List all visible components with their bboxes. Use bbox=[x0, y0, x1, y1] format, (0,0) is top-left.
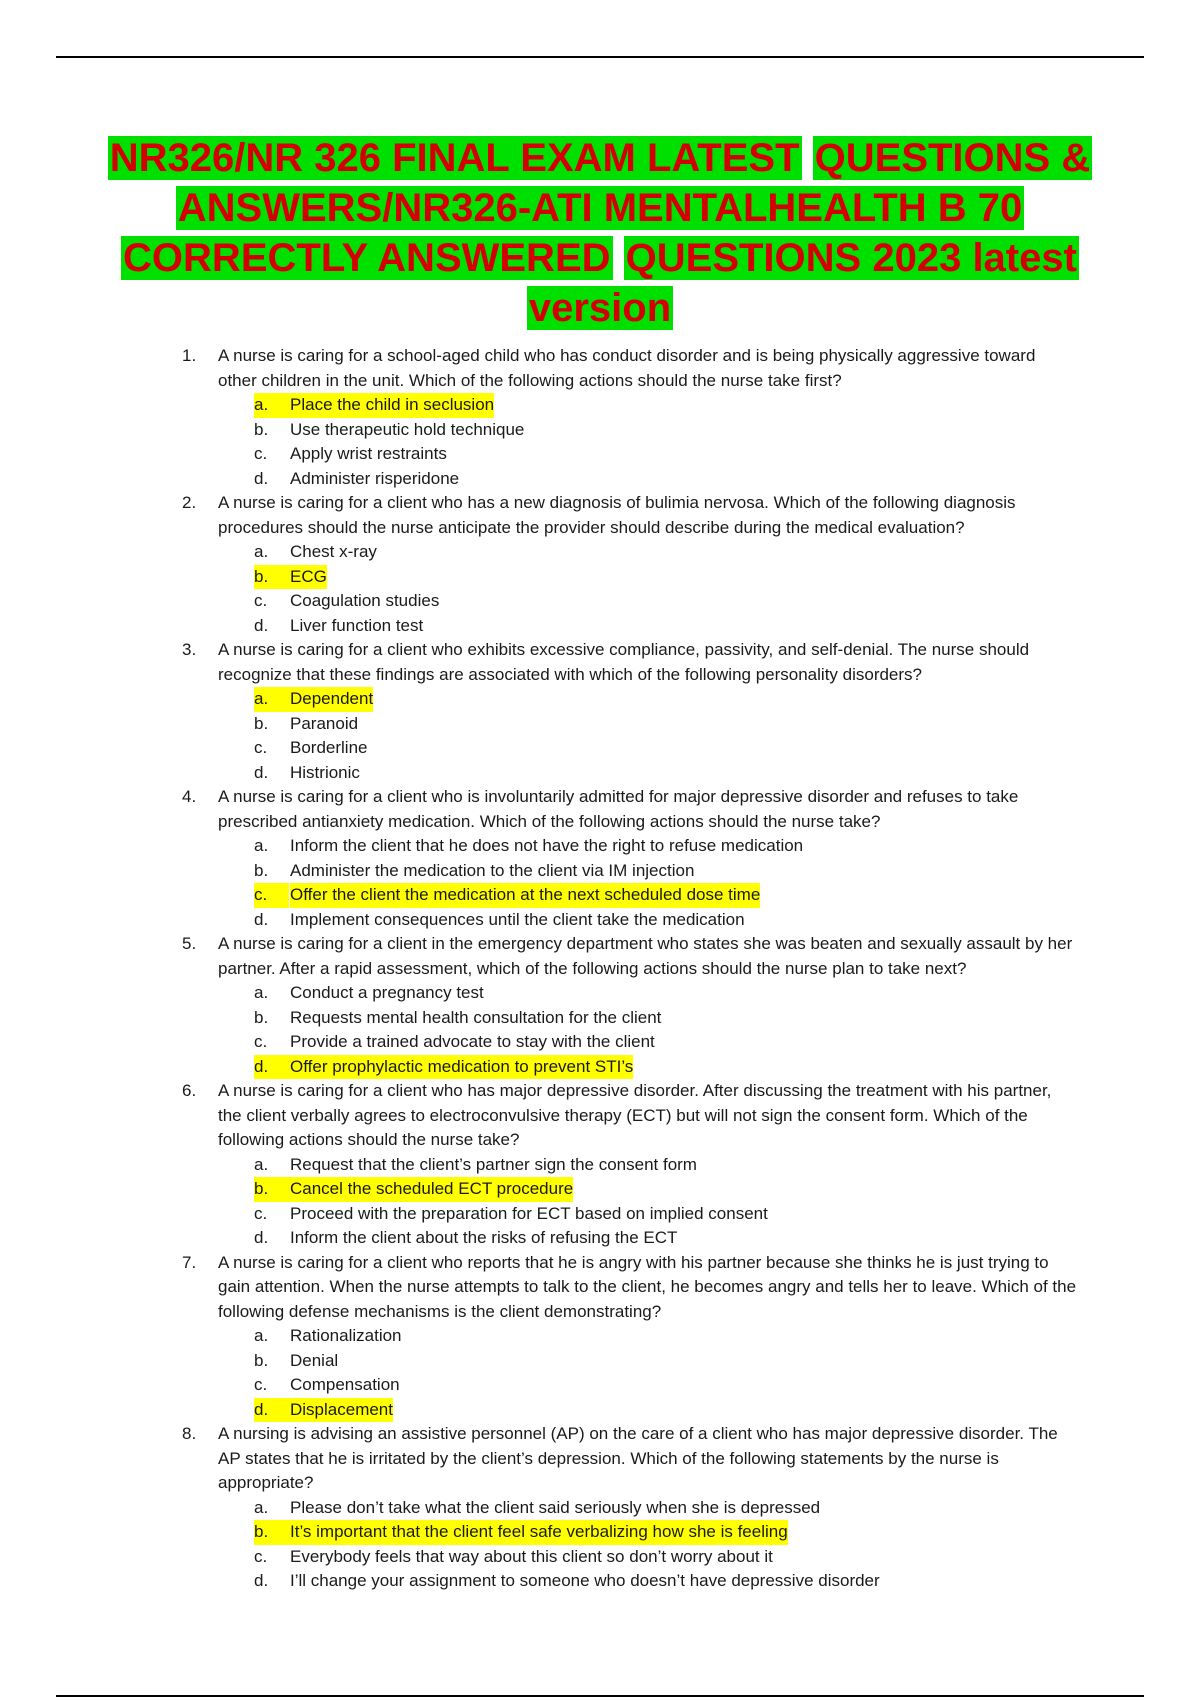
option-letter: a. bbox=[254, 687, 290, 712]
question-number: 1. bbox=[182, 346, 197, 365]
option-letter: d. bbox=[254, 1398, 290, 1423]
option-text: Liver function test bbox=[290, 615, 424, 635]
answer-option bbox=[0, 1324, 1200, 1349]
option-letter: a. bbox=[254, 1497, 269, 1517]
question-number: 8. bbox=[182, 1424, 197, 1443]
option-text: It’s important that the client feel safe verbalizing how she is feeling bbox=[290, 1520, 788, 1545]
option-letter: c. bbox=[254, 1546, 268, 1566]
question-stem: A nurse is caring for a client who exhibits excessive compliance, passivity, and self-denial. The nurse should recognize that these findings are associated with which of the following personality disorders? bbox=[218, 640, 1030, 684]
answer-option bbox=[0, 614, 1200, 639]
option-text: Offer prophylactic medication to prevent STI’s bbox=[290, 1055, 633, 1080]
option-text: Coagulation studies bbox=[290, 591, 440, 610]
question-stem: A nurse is caring for a client in the emergency department who states she was beaten and sexually assault by her partner. After a rapid assessment, which of the following actions should the nurse plan to take next? bbox=[218, 934, 1073, 978]
option-text: Offer the client the medication at the next scheduled dose time bbox=[290, 883, 760, 908]
answer-option-correct bbox=[0, 1055, 1200, 1080]
question-item bbox=[0, 1422, 1200, 1594]
answer-option-correct bbox=[0, 565, 1200, 590]
option-letter: c. bbox=[254, 591, 268, 610]
option-text: Place the child in seclusion bbox=[290, 393, 494, 418]
document-title bbox=[60, 133, 1140, 333]
question-number: 4. bbox=[182, 787, 197, 806]
question-stem: A nurse is caring for a school-aged child who has conduct disorder and is being physically aggressive toward other children in the unit. Which of the following actions should the nurse take first? bbox=[218, 346, 1036, 390]
top-rule bbox=[56, 56, 1144, 58]
question-stem: A nurse is caring for a client who is involuntarily admitted for major depressive disorder and refuses to take prescribed antianxiety medication. Which of the following actions should the nurse take? bbox=[218, 787, 1019, 831]
answer-option-correct bbox=[0, 1177, 1200, 1202]
question-list bbox=[0, 344, 1200, 1594]
answer-option bbox=[0, 1226, 1200, 1251]
option-letter: b. bbox=[254, 1007, 269, 1027]
answer-option bbox=[0, 834, 1200, 859]
option-letter: d. bbox=[254, 1571, 269, 1590]
option-letter: a. bbox=[254, 983, 269, 1002]
option-text: Use therapeutic hold technique bbox=[290, 419, 525, 439]
title-line bbox=[60, 183, 1140, 233]
answer-option bbox=[0, 1545, 1200, 1570]
question-number: 3. bbox=[182, 640, 197, 659]
answer-option-correct bbox=[0, 1520, 1200, 1545]
option-text: Cancel the scheduled ECT procedure bbox=[290, 1177, 573, 1202]
option-text: Denial bbox=[290, 1350, 339, 1370]
question-item bbox=[0, 638, 1200, 785]
answer-option bbox=[0, 1349, 1200, 1374]
question-stem: A nursing is advising an assistive personnel (AP) on the care of a client who has major depressive disorder. The AP states that he is irritated by the client’s depression. Which of the following statements by the nurse is appropriate? bbox=[218, 1424, 1058, 1492]
question-number: 6. bbox=[182, 1081, 197, 1100]
option-letter: b. bbox=[254, 419, 269, 439]
option-letter: a. bbox=[254, 1154, 269, 1174]
answer-option bbox=[0, 1030, 1200, 1055]
option-text: Apply wrist restraints bbox=[290, 444, 447, 463]
option-text: Provide a trained advocate to stay with the client bbox=[290, 1032, 655, 1051]
answer-option-correct bbox=[0, 1398, 1200, 1423]
question-item bbox=[0, 1079, 1200, 1251]
option-text: Inform the client that he does not have the right to refuse medication bbox=[290, 836, 804, 855]
question-number: 7. bbox=[182, 1252, 197, 1272]
answer-option bbox=[0, 467, 1200, 492]
option-letter: b. bbox=[254, 860, 269, 880]
answer-option bbox=[0, 981, 1200, 1006]
title-segment: version bbox=[528, 286, 672, 330]
option-text: Paranoid bbox=[290, 713, 359, 733]
answer-option-correct bbox=[0, 393, 1200, 418]
title-segment: NR326/NR 326 FINAL EXAM LATEST bbox=[109, 136, 800, 180]
option-letter: a. bbox=[254, 542, 269, 561]
answer-option bbox=[0, 1373, 1200, 1398]
question-item bbox=[0, 344, 1200, 491]
option-letter: c. bbox=[254, 1375, 268, 1394]
title-segment: CORRECTLY ANSWERED bbox=[123, 236, 611, 280]
answer-option bbox=[0, 859, 1200, 884]
question-stem: A nurse is caring for a client who has a new diagnosis of bulimia nervosa. Which of the following diagnosis procedures should the nurse anticipate the provider should describe during the medical evaluation? bbox=[218, 493, 1016, 537]
option-letter: c. bbox=[254, 1032, 268, 1051]
question-item bbox=[0, 1251, 1200, 1423]
option-text: Chest x-ray bbox=[290, 542, 377, 561]
option-letter: a. bbox=[254, 836, 269, 855]
option-letter: b. bbox=[254, 713, 269, 733]
option-letter: d. bbox=[254, 909, 269, 929]
bottom-rule bbox=[56, 1695, 1144, 1697]
question-number: 2. bbox=[182, 493, 197, 512]
answer-option bbox=[0, 736, 1200, 761]
option-letter: c. bbox=[254, 883, 289, 908]
question-item bbox=[0, 785, 1200, 932]
option-text: Implement consequences until the client take the medication bbox=[290, 909, 745, 929]
question-stem: A nurse is caring for a client who has major depressive disorder. After discussing the treatment with his partner, the client verbally agrees to electroconvulsive therapy (ECT) but will not sign the consent form. Which of the following actions should the nurse take? bbox=[218, 1081, 1052, 1149]
option-letter: d. bbox=[254, 468, 269, 488]
option-text: Everybody feels that way about this client so don’t worry about it bbox=[290, 1546, 773, 1566]
title-line bbox=[60, 133, 1140, 183]
option-text: ECG bbox=[290, 565, 327, 590]
title-line bbox=[60, 233, 1140, 283]
option-letter: c. bbox=[254, 444, 268, 463]
question-item bbox=[0, 491, 1200, 638]
answer-option bbox=[0, 1569, 1200, 1594]
option-text: Proceed with the preparation for ECT based on implied consent bbox=[290, 1203, 768, 1223]
option-letter: d. bbox=[254, 615, 269, 635]
option-text: Borderline bbox=[290, 738, 368, 757]
option-text: Displacement bbox=[290, 1398, 393, 1423]
question-number: 5. bbox=[182, 934, 197, 953]
option-letter: c. bbox=[254, 738, 268, 757]
title-segment: ANSWERS/NR326-ATI MENTALHEALTH B 70 bbox=[177, 186, 1023, 230]
option-text: Conduct a pregnancy test bbox=[290, 983, 484, 1002]
answer-option bbox=[0, 1496, 1200, 1521]
answer-option bbox=[0, 418, 1200, 443]
option-text: Rationalization bbox=[290, 1326, 402, 1345]
question-stem: A nurse is caring for a client who reports that he is angry with his partner because she thinks he is just trying to gain attention. When the nurse attempts to talk to the client, he becomes angry and tells her to leave. Which of the following defense mechanisms is the client demonstrating? bbox=[218, 1252, 1077, 1321]
option-text: Dependent bbox=[290, 687, 373, 712]
answer-option bbox=[0, 908, 1200, 933]
answer-option-correct bbox=[0, 687, 1200, 712]
title-segment: QUESTIONS 2023 latest bbox=[625, 236, 1077, 280]
question-item bbox=[0, 932, 1200, 1079]
option-letter: c. bbox=[254, 1203, 268, 1223]
option-text: Administer risperidone bbox=[290, 468, 460, 488]
answer-option bbox=[0, 589, 1200, 614]
answer-option bbox=[0, 1006, 1200, 1031]
option-text: Compensation bbox=[290, 1375, 400, 1394]
option-letter: b. bbox=[254, 1350, 269, 1370]
option-letter: d. bbox=[254, 762, 269, 782]
option-text: I’ll change your assignment to someone who doesn’t have depressive disorder bbox=[290, 1571, 880, 1590]
option-text: Requests mental health consultation for the client bbox=[290, 1007, 662, 1027]
option-letter: d. bbox=[254, 1055, 290, 1080]
answer-option bbox=[0, 761, 1200, 786]
option-text: Inform the client about the risks of refusing the ECT bbox=[290, 1228, 678, 1247]
answer-option bbox=[0, 1153, 1200, 1178]
title-line bbox=[60, 283, 1140, 333]
answer-option bbox=[0, 540, 1200, 565]
option-letter: a. bbox=[254, 1326, 269, 1345]
option-letter: a. bbox=[254, 393, 290, 418]
answer-option bbox=[0, 442, 1200, 467]
answer-option-correct bbox=[0, 883, 1200, 908]
option-text: Histrionic bbox=[290, 762, 360, 782]
answer-option bbox=[0, 712, 1200, 737]
option-text: Please don’t take what the client said seriously when she is depressed bbox=[290, 1497, 821, 1517]
option-letter: b. bbox=[254, 1177, 290, 1202]
answer-option bbox=[0, 1202, 1200, 1227]
option-text: Request that the client’s partner sign the consent form bbox=[290, 1154, 697, 1174]
option-text: Administer the medication to the client via IM injection bbox=[290, 860, 695, 880]
title-segment: QUESTIONS & bbox=[814, 136, 1091, 180]
option-letter: d. bbox=[254, 1228, 269, 1247]
option-letter: b. bbox=[254, 1520, 290, 1545]
option-letter: b. bbox=[254, 565, 290, 590]
